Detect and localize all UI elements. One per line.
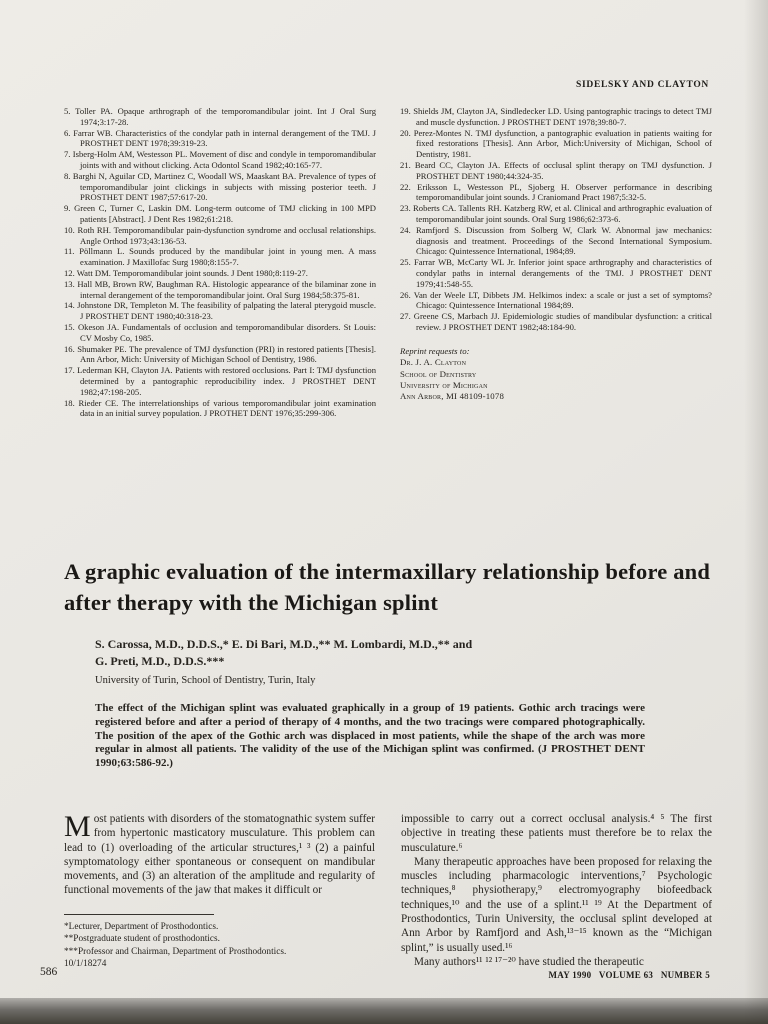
reference-item: 9. Green C, Turner C, Laskin DM. Long-term outcome of TMJ clicking in 100 MPD patients [Abstract]. J Dent Res 1982;61:218. bbox=[64, 203, 376, 224]
body-paragraph: Many therapeutic approaches have been proposed for relaxing the muscles including pharmacologic interventions,⁷ Psychologic techniques,⁸ physiotherapy,⁹ electromyography biofeedback techniques,¹⁰ and the use of a splint.¹¹ ¹⁹ At the Department of Prosthodontics, Turin University, the occlusal splint developed at Ann Arbor by Ramfjord and Ash,¹³⁻¹⁵ known as the “Michigan splint,” is usually used.¹⁶ bbox=[401, 855, 712, 954]
reference-item: 10. Roth RH. Temporomandibular pain-dysfunction syndrome and occlusal relationships. Angle Orthod 1973;43:136-53. bbox=[64, 224, 376, 246]
footnote-item: *Lecturer, Department of Prosthodontics. bbox=[64, 922, 219, 932]
footnotes-block bbox=[64, 914, 369, 971]
article-title: A graphic evaluation of the intermaxillary relationship before and after therapy with the Michigan splint bbox=[64, 559, 711, 615]
scan-bottom-edge bbox=[0, 998, 768, 1024]
reference-item: 24. Ramfjord S. Discussion from Solberg W, Clark W. Abnormal jaw mechanics: diagnosis and treatment. Proceedings of the Second International Symposium. Chicago: Quintessence International, 1984;89. bbox=[400, 224, 712, 257]
running-head: SIDELSKY AND CLAYTON bbox=[576, 80, 709, 90]
footnote-item: 10/1/18274 bbox=[64, 959, 107, 970]
reference-item: 27. Greene CS, Marbach JJ. Epidemiologic studies of mandibular dysfunction: a critical review. J PROSTHET DENT 1982;48:184-90. bbox=[400, 311, 712, 332]
reference-item: 18. Rieder CE. The interrelationships of various temporomandibular joint examination data in an initial survey population. J PROTHET DENT 1976;35:299-306. bbox=[64, 397, 376, 419]
references-column-right bbox=[400, 106, 712, 419]
reference-item: 6. Farrar WB. Characteristics of the condylar path in internal derangement of the TMJ. J PROSTHET DENT 1978;39:319-23. bbox=[64, 127, 376, 149]
abstract-text: The effect of the Michigan splint was evaluated graphically in a group of 19 patients. Gothic arch tracings were registered before and after a period of therapy of 4 months, and the two tracings were compared photographically. The position of the apex of the Gothic arch was displaced in most patients, while the shape of the arch was more regular in almost all patients. The validity of the use of the Michigan splint was confirmed. (J PROSTHET DENT 1990;63:586-92.) bbox=[95, 702, 645, 770]
reprint-requests-label: Reprint requests to: bbox=[400, 345, 470, 356]
reference-item: 20. Perez-Montes N. TMJ dysfunction, a pantographic evaluation in patients waiting for fixed restorations [Thesis]. Ann Arbor, Mich:University of Michigan, School of Dentistry, 1981. bbox=[400, 127, 712, 160]
authors-line-2: G. Preti, M.D., D.D.S.*** bbox=[95, 653, 225, 668]
reference-item: 21. Beard CC, Clayton JA. Effects of occlusal splint therapy on TMJ dysfunction. J PROSTHET DENT 1980;44:324-35. bbox=[400, 159, 712, 181]
reference-item: 22. Eriksson L, Westesson PL, Sjoberg H. Observer performance in describing temporomandibular joint sounds. J Craniomand Pract 1987;5:32-5. bbox=[400, 181, 712, 203]
reference-item: 13. Hall MB, Brown RW, Baughman RA. Histologic appearance of the bilaminar zone in internal derangement of the temporomandibular joint. Oral Surg 1984;58:375-81. bbox=[64, 278, 376, 300]
body-paragraph-text: ost patients with disorders of the stomatognathic system suffer from hypertonic masticatory musculature. This problem can lead to (1) overloading of the articular structures,¹ ³ (2) a painful symptomatology either spontaneous or consequent on mandibular movements, and (3) an alteration of the amplitude and regularity of functional movements of the jaw that makes it difficult or bbox=[64, 813, 375, 897]
reference-item: 5. Toller PA. Opaque arthrograph of the temporomandibular joint. Int J Oral Surg 1974;3:17-28. bbox=[64, 106, 376, 127]
journal-issue-line: MAY 1990 VOLUME 63 NUMBER 5 bbox=[548, 970, 710, 980]
body-paragraph bbox=[64, 812, 375, 898]
reprint-line: Ann Arbor, MI 48109-1078 bbox=[400, 391, 505, 402]
reference-item: 17. Lederman KH, Clayton JA. Patients with restored occlusions. Part I: TMJ dysfunction determined by a pantographic reproducibility index. J PROSTHET DENT 1982;47:198-205. bbox=[64, 365, 376, 397]
page-number: 586 bbox=[40, 966, 58, 978]
footnote-item: ***Professor and Chairman, Department of Prosthodontics. bbox=[64, 946, 287, 957]
reference-item: 19. Shields JM, Clayton JA, Sindledecker LD. Using pantographic tracings to detect TMJ and muscle dysfunction. J PROSTHET DENT 1978;39:80-7. bbox=[400, 106, 712, 127]
authors-line-1: S. Carossa, M.D., D.D.S.,* E. Di Bari, M.D.,** M. Lombardi, M.D.,** and bbox=[95, 637, 473, 651]
references-section bbox=[64, 106, 712, 419]
reprint-line: Dr. J. A. Clayton bbox=[400, 357, 467, 368]
reference-item: 25. Farrar WB, McCarty WL Jr. Inferior joint space arthrography and characteristics of condylar paths in internal derangements of the TMJ. J PROSTHET DENT 1979;41:548-55. bbox=[400, 257, 712, 289]
body-column-right bbox=[401, 812, 712, 969]
body-paragraph: Many authors¹¹ ¹² ¹⁷⁻²⁰ have studied the therapeutic bbox=[414, 955, 644, 968]
body-paragraph: impossible to carry out a correct occlusal analysis.⁴ ⁵ The first objective in treating these patients must therefore be to relax the musculature.⁶ bbox=[401, 813, 712, 854]
reprint-requests-block bbox=[400, 346, 712, 403]
reference-item: 15. Okeson JA. Fundamentals of occlusion and temporomandibular disorders. St Louis: CV Mosby Co, 1985. bbox=[64, 321, 376, 343]
reference-item: 7. Isberg-Holm AM, Westesson PL. Movement of disc and condyle in temporomandibular joints with and without clicking. Acta Odontol Scand 1982;40:165-77. bbox=[64, 149, 376, 170]
reprint-line: School of Dentistry bbox=[400, 368, 477, 379]
drop-cap: M bbox=[64, 810, 91, 843]
reference-item: 23. Roberts CA. Tallents RH. Katzberg RW, et al. Clinical and arthrographic evaluation of temporomandibular joint sounds. Oral Surg 1986;62:373-6. bbox=[400, 203, 712, 224]
reference-item: 12. Watt DM. Temporomandibular joint sounds. J Dent 1980;8:119-27. bbox=[64, 267, 308, 278]
references-column-left bbox=[64, 106, 376, 419]
reference-item: 16. Shumaker PE. The prevalence of TMJ dysfunction (PRI) in restored patients [Thesis]. Ann Arbor, Mich: University of Michigan School of Dentistry, 1986. bbox=[64, 343, 376, 365]
footnote-separator bbox=[64, 914, 214, 915]
affiliation: University of Turin, School of Dentistry, Turin, Italy bbox=[95, 675, 316, 686]
authors-block bbox=[95, 636, 726, 669]
reprint-line: University of Michigan bbox=[400, 379, 488, 390]
reference-item: 8. Barghi N, Aguilar CD, Martinez C, Woodall WS, Maaskant BA. Prevalence of types of temporomandibular joint clickings in subjects with missing posterior teeth. J PROSTHET DENT 1987;57:617-20. bbox=[64, 170, 376, 203]
reference-item: 14. Johnstone DR, Templeton M. The feasibility of palpating the lateral pterygoid muscle. J PROSTHET DENT 1980;40:318-23. bbox=[64, 300, 376, 322]
article-header bbox=[64, 556, 726, 771]
footnote-item: **Postgraduate student of prosthodontics. bbox=[64, 934, 220, 945]
reference-item: 11. Pöllmann L. Sounds produced by the mandibular joint in young men. A mass examination. J Maxillofac Surg 1980;8:155-7. bbox=[64, 246, 376, 268]
reference-item: 26. Van der Weele LT, Dibbets JM. Helkimos index: a scale or just a set of symptoms? Chicago: Quintessence International 1984;89. bbox=[400, 289, 712, 311]
